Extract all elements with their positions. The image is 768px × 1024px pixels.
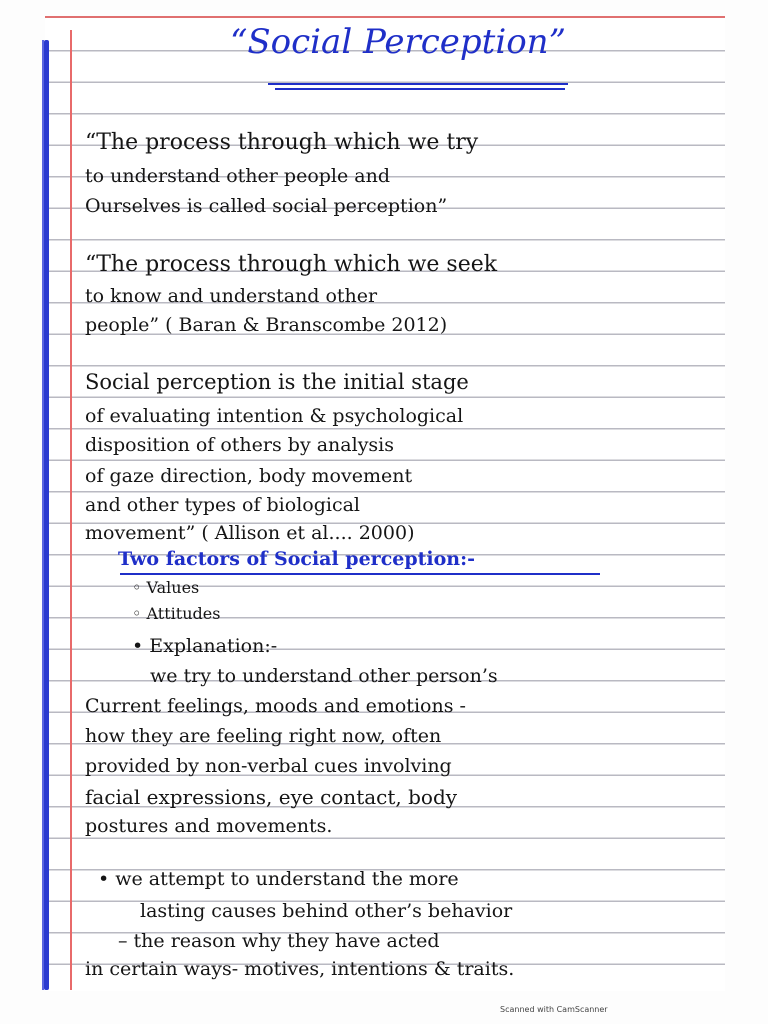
- point2-line3: – the reason why they have acted: [118, 930, 440, 952]
- explanation-line5: facial expressions, eye contact, body: [85, 785, 458, 809]
- explanation-label: • Explanation:-: [132, 635, 278, 657]
- explanation-line1: we try to understand other person’s: [150, 665, 498, 687]
- para2-line1: “The process through which we seek: [85, 252, 498, 277]
- point2-line2: lasting causes behind other’s behavior: [140, 900, 513, 922]
- factor-attitudes: ◦ Attitudes: [132, 604, 221, 623]
- para1-line2: to understand other people and: [85, 165, 391, 187]
- para3-line1: Social perception is the initial stage: [85, 370, 469, 394]
- para3-line5: and other types of biological: [85, 494, 360, 516]
- page-title: “Social Perception”: [230, 22, 566, 62]
- para3-line6: movement” ( Allison et al.... 2000): [85, 522, 415, 544]
- explanation-line4: provided by non-verbal cues involving: [85, 755, 452, 777]
- para1-line1: “The process through which we try: [85, 130, 479, 155]
- para3-line4: of gaze direction, body movement: [85, 465, 413, 487]
- scanner-watermark: Scanned with CamScanner: [500, 1005, 608, 1014]
- explanation-line3: how they are feeling right now, often: [85, 725, 442, 747]
- para2-line2: to know and understand other: [85, 285, 378, 307]
- point2-line1: • we attempt to understand the more: [98, 868, 459, 890]
- para3-line3: disposition of others by analysis: [85, 434, 395, 456]
- margin-red-line: [70, 30, 72, 990]
- para1-line3: Ourselves is called social perception”: [85, 195, 448, 217]
- point2-line4: in certain ways- motives, intentions & traits.: [85, 958, 515, 980]
- para3-line2: of evaluating intention & psychological: [85, 405, 464, 427]
- top-red-line: [45, 16, 725, 18]
- title-underline: [268, 83, 568, 85]
- explanation-line2: Current feelings, moods and emotions -: [85, 695, 466, 717]
- factor-values: ◦ Values: [132, 578, 200, 597]
- title-underline-2: [275, 88, 565, 90]
- para2-line3: people” ( Baran & Branscombe 2012): [85, 314, 448, 336]
- heading-underline: [120, 573, 600, 575]
- factors-heading: Two factors of Social perception:-: [118, 548, 476, 570]
- margin-blue-line: [44, 40, 49, 990]
- explanation-line6: postures and movements.: [85, 815, 333, 837]
